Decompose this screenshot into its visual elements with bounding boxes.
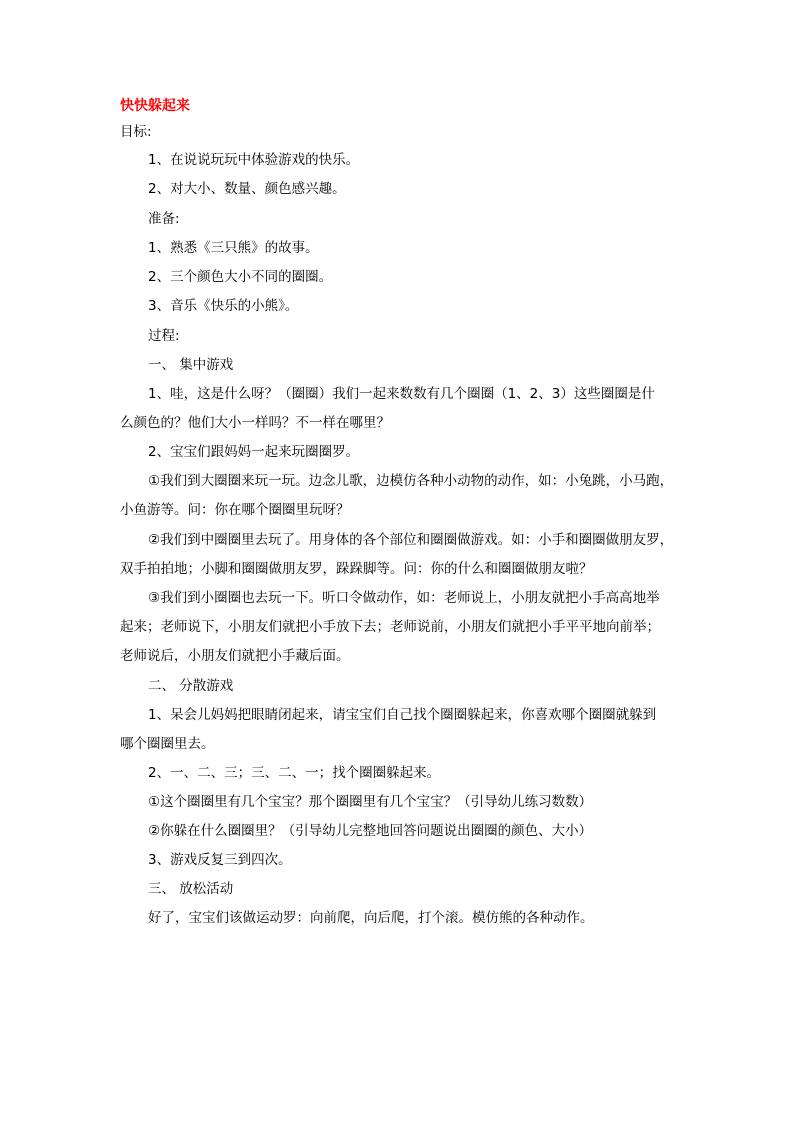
paragraph-line: 起来；老师说下，小朋友们就把小手放下去；老师说前，小朋友们就把小手平平地向前举； (120, 619, 660, 635)
paragraph-line: ③我们到小圈圈也去玩一下。听口令做动作，如：老师说上，小朋友就把小手高高地举 (148, 590, 660, 606)
document-title: 快快躲起来 (120, 98, 190, 114)
paragraph-line: 3、游戏反复三到四次。 (148, 852, 292, 868)
paragraph-line: 好了，宝宝们该做运动罗：向前爬，向后爬，打个滚。模仿熊的各种动作。 (148, 910, 594, 926)
goal-label: 目标: (120, 124, 152, 140)
paragraph-line: 双手拍拍地；小脚和圈圈做朋友罗，跺跺脚等。问：你的什么和圈圈做朋友啦？ (120, 561, 593, 577)
section-heading: 三、 放松活动 (148, 881, 234, 897)
paragraph-line: 2、宝宝们跟妈妈一起来玩圈圈罗。 (148, 444, 360, 460)
paragraph-line: 老师说后，小朋友们就把小手藏后面。 (120, 648, 350, 664)
prep-item: 2、三个颜色大小不同的圈圈。 (148, 269, 333, 285)
section-heading: 一、 集中游戏 (148, 357, 234, 373)
process-label: 过程: (148, 328, 180, 344)
paragraph-line: 小鱼游等。问：你在哪个圈圈里玩呀？ (120, 502, 350, 518)
paragraph-line: 1、呆会儿妈妈把眼睛闭起来，请宝宝们自己找个圈圈躲起来，你喜欢哪个圈圈就躲到 (148, 707, 657, 723)
paragraph-line: 2、一、二、三；三、二、一；找个圈圈躲起来。 (148, 765, 441, 781)
paragraph-line: ②你躲在什么圈圈里？（引导幼儿完整地回答问题说出圈圈的颜色、大小） (148, 823, 593, 839)
paragraph-line: ①这个圈圈里有几个宝宝？那个圈圈里有几个宝宝？（引导幼儿练习数数） (148, 794, 593, 810)
goal-item: 2、对大小、数量、颜色感兴趣。 (148, 181, 346, 197)
prep-item: 3、音乐《快乐的小熊》。 (148, 298, 299, 314)
paragraph-line: 哪个圈圈里去。 (120, 736, 215, 752)
paragraph-line: 么颜色的？他们大小一样吗？不一样在哪里？ (120, 415, 390, 431)
section-heading: 二、 分散游戏 (148, 678, 234, 694)
prep-item: 1、熟悉《三只熊》的故事。 (148, 240, 319, 256)
paragraph-line: ①我们到大圈圈来玩一玩。边念儿歌，边模仿各种小动物的动作，如：小兔跳，小马跑， (148, 473, 674, 489)
paragraph-line: ②我们到中圈圈里去玩了。用身体的各个部位和圈圈做游戏。如：小手和圈圈做朋友罗， (148, 532, 674, 548)
paragraph-line: 1、哇，这是什么呀？（圈圈）我们一起来数数有几个圈圈（1、2、3）这些圈圈是什 (148, 386, 655, 402)
prep-label: 准备: (148, 211, 180, 227)
goal-item: 1、在说说玩玩中体验游戏的快乐。 (148, 152, 360, 168)
